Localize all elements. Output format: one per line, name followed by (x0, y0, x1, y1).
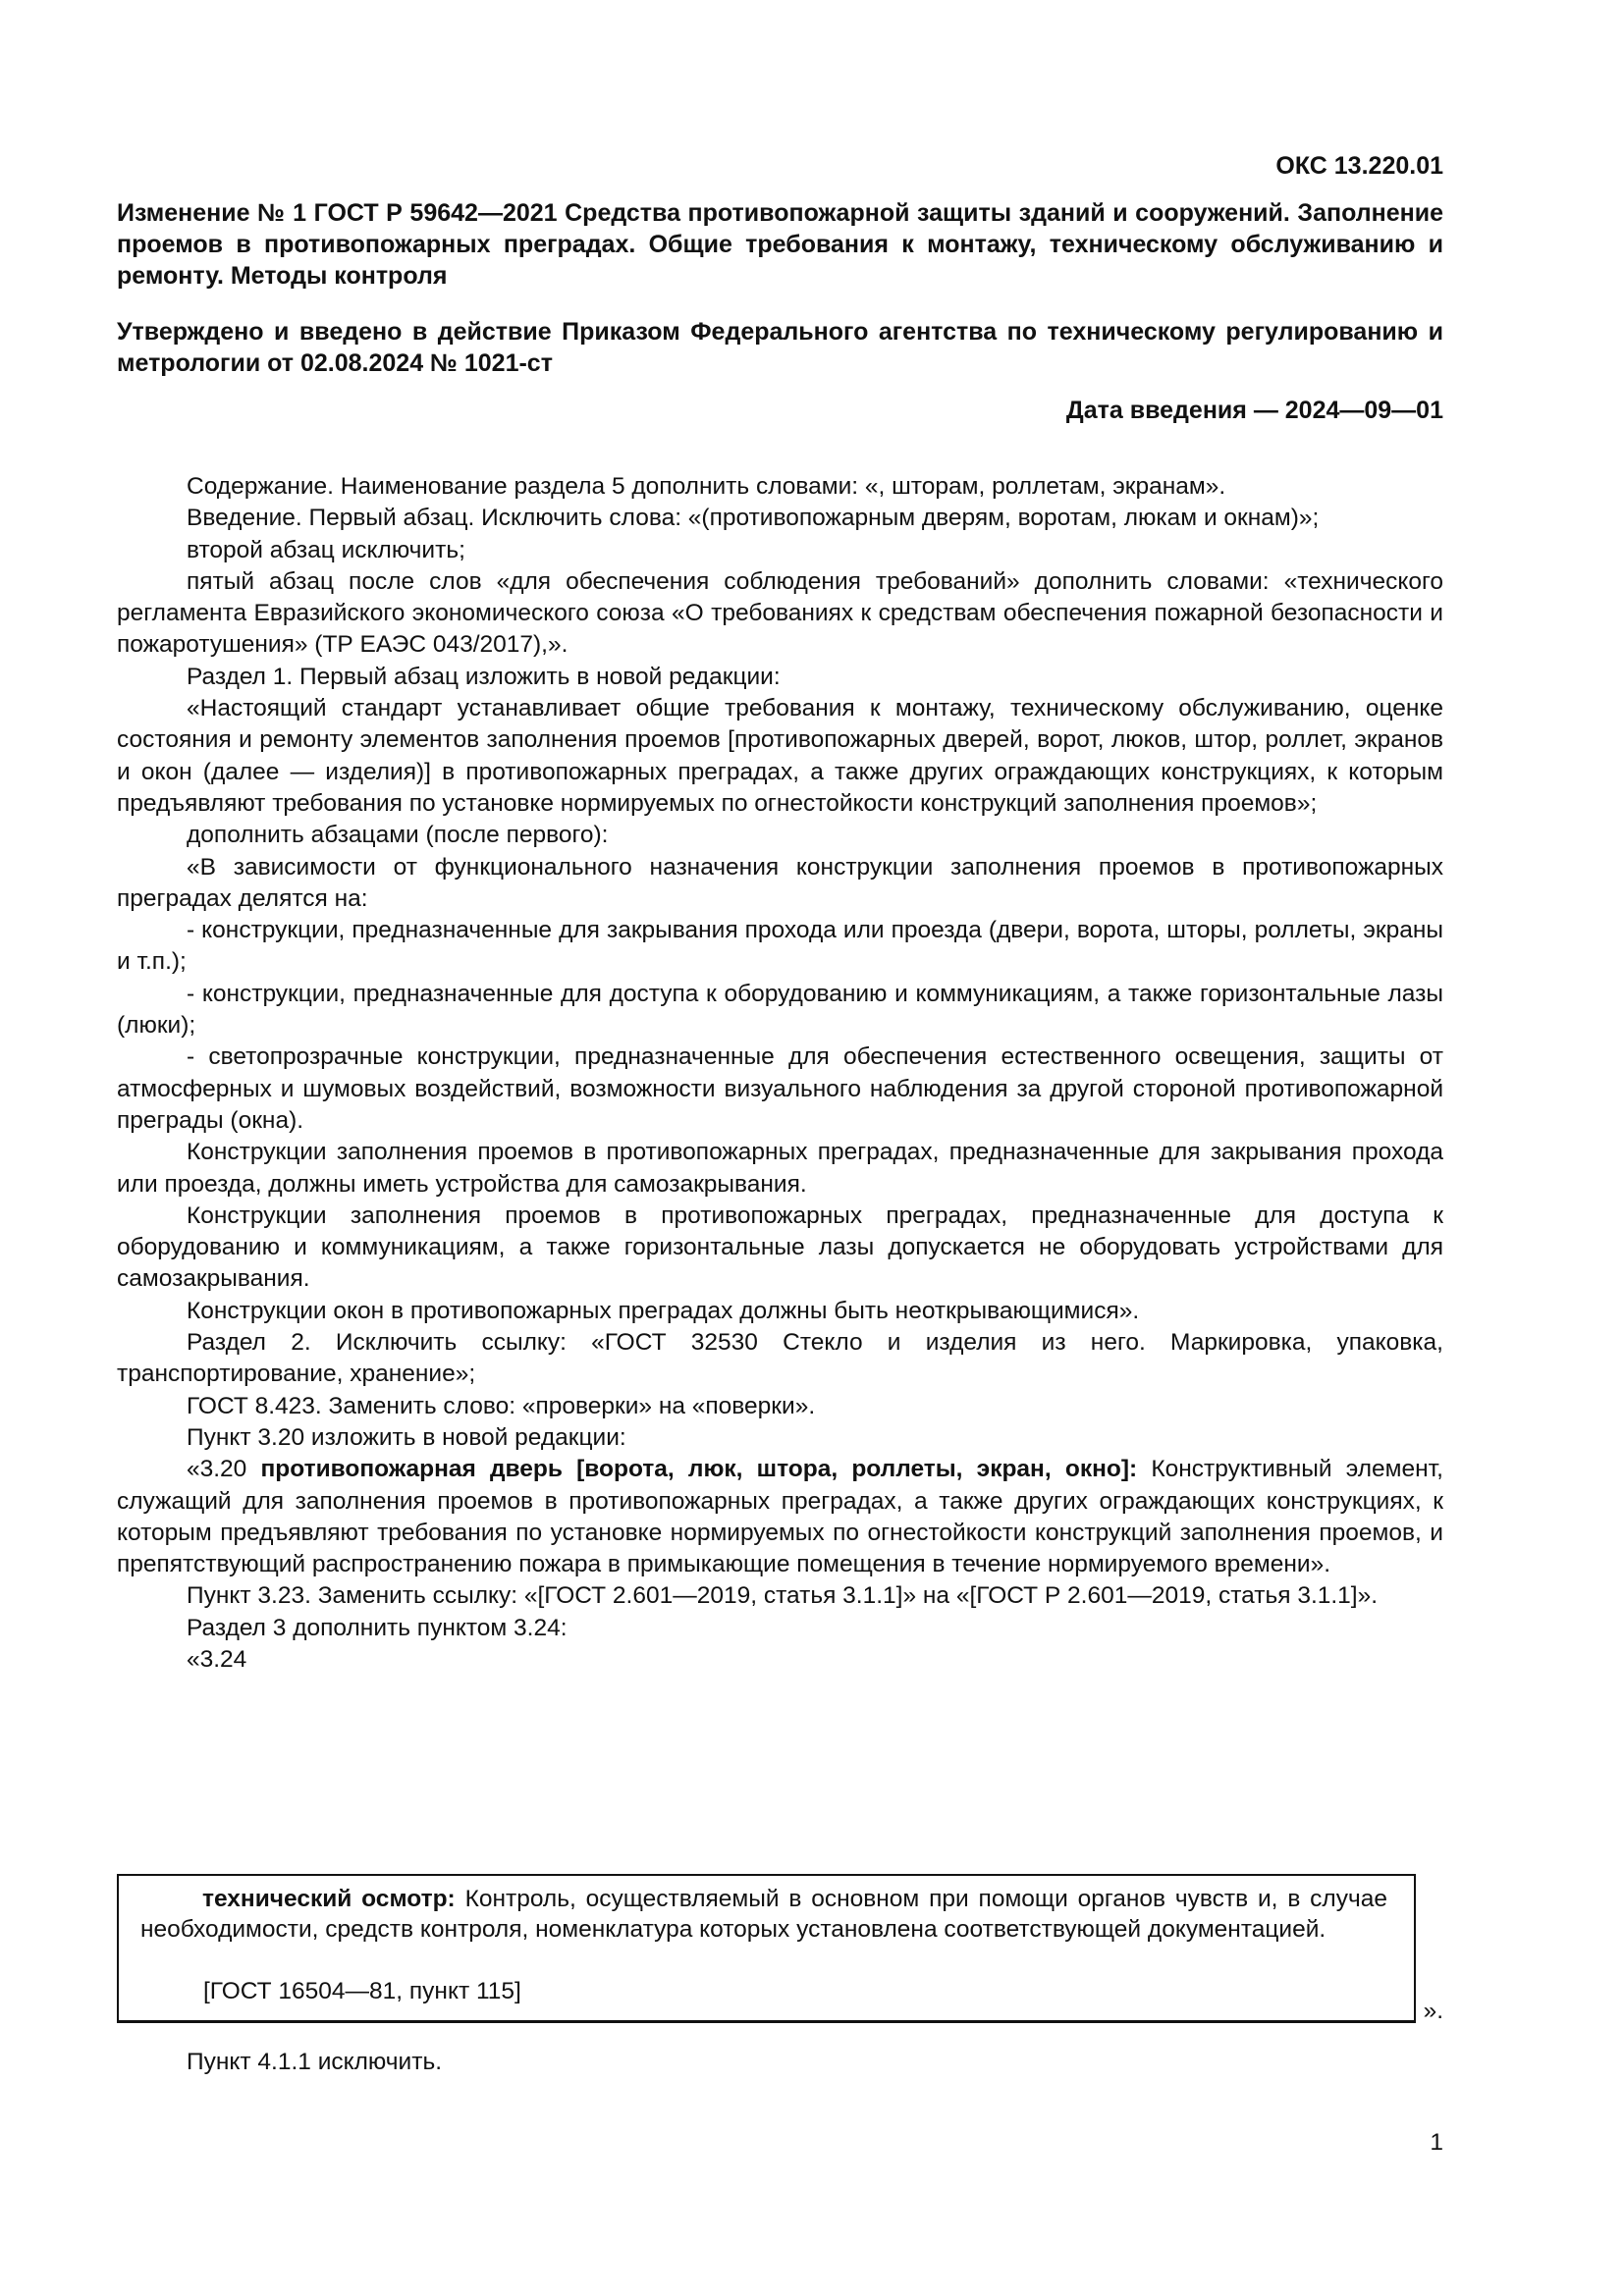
paragraph: Раздел 1. Первый абзац изложить в новой редакции: (187, 663, 781, 690)
definition-term: технический осмотр: (202, 1886, 456, 1912)
paragraph: Конструкции заполнения проемов в противопожарных преградах, предназначенные для закрывания прохода или проезда, должны иметь устройства для самозакрывания. (117, 1139, 1443, 1198)
oks-code: ОКС 13.220.01 (1275, 152, 1443, 180)
page-number: 1 (1430, 2129, 1443, 2156)
paragraph: Раздел 2. Исключить ссылку: «ГОСТ 32530 Стекло и изделия из него. Маркировка, упаковка, транспортирование, хранение»; (117, 1329, 1443, 1388)
paragraph: Конструкции заполнения проемов в противопожарных преградах, предназначенные для доступа к оборудованию и коммуникациям, а также горизонтальные лазы допускается не оборудовать устройствами для самозакрывания. (117, 1201, 1443, 1293)
paragraph: «В зависимости от функционального назначения конструкции заполнения проемов в противопожарных преградах делятся на: (117, 853, 1443, 912)
paragraph: Пункт 4.1.1 исключить. (187, 2049, 443, 2075)
paragraph: второй абзац исключить; (187, 536, 465, 563)
definition-text (140, 1884, 1387, 1945)
amendment-body (117, 471, 1443, 1676)
definition-source: [ГОСТ 16504—81, пункт 115] (203, 1978, 521, 2004)
term-definition: Конструктивный элемент, служащий для заполнения проемов в противопожарных преградах, а также других ограждающих конструкциях, к которым предъявляют требования по установке нормируемых по огнестойкости конструкций заполнения проемов, и препятствующий распространению пожара в примыкающие помещения в течение нормируемого времени». (117, 1456, 1443, 1578)
list-item: - конструкции, предназначенные для доступа к оборудованию и коммуникациям, а также горизонтальные лазы (люки); (117, 980, 1443, 1040)
paragraph: дополнить абзацами (после первого): (187, 822, 609, 849)
paragraph: пятый абзац после слов «для обеспечения соблюдения требований» дополнить словами: «технического регламента Евразийского экономического союза «О требованиях к средствам обеспечения пожарной безопасности и пожаротушения» (ТР ЕАЭС 043/2017),». (117, 567, 1443, 659)
paragraph: Пункт 3.20 изложить в новой редакции: (187, 1423, 626, 1451)
approval-statement: Утверждено и введено в действие Приказом Федерального агентства по техническому регулированию и метрологии от 02.08.2024 № 1021-ст (117, 318, 1443, 377)
paragraph: Конструкции окон в противопожарных преградах должны быть неоткрывающимися». (187, 1297, 1140, 1324)
list-item: - светопрозрачные конструкции, предназначенные для обеспечения естественного освещения, защиты от атмосферных и шумовых воздействий, возможности визуального наблюдения за другой стороной противопожарной преграды (окна). (117, 1043, 1443, 1134)
amendment-title: Изменение № 1 ГОСТ Р 59642—2021 Средства противопожарной защиты зданий и сооружений. Заполнение проемов в противопожарных преградах. Общие требования к монтажу, техническому обслуживанию и ремонту. Методы контроля (117, 199, 1443, 290)
paragraph: «3.24 (187, 1645, 247, 1673)
paragraph: Пункт 3.23. Заменить ссылку: «[ГОСТ 2.601—2019, статья 3.1.1]» на «[ГОСТ Р 2.601—2019, статья 3.1.1]». (187, 1582, 1379, 1610)
clause-number: «3.20 (187, 1456, 261, 1483)
paragraph: Содержание. Наименование раздела 5 дополнить словами: «, шторам, роллетам, экранам». (187, 473, 1226, 500)
effective-date: Дата введения — 2024—09—01 (1065, 397, 1443, 424)
paragraph (117, 1454, 1443, 1580)
paragraph: Введение. Первый абзац. Исключить слова: «(противопожарным дверям, воротам, люкам и окнам)»; (187, 505, 1320, 532)
paragraph: «Настоящий стандарт устанавливает общие требования к монтажу, техническому обслуживанию, оценке состояния и ремонту элементов заполнения проемов [противопожарных дверей, ворот, люков, штор, роллет, экранов и окон (далее — изделия)] в противопожарных преградах, а также других ограждающих конструкциях, к которым предъявляют требования по установке нормируемых по огнестойкости конструкций заполнения проемов»; (117, 695, 1443, 817)
paragraph: Раздел 3 дополнить пунктом 3.24: (187, 1614, 568, 1641)
definition-box (117, 1874, 1416, 2023)
list-item: - конструкции, предназначенные для закрывания прохода или проезда (двери, ворота, шторы, роллеты, экраны и т.п.); (117, 917, 1443, 976)
defined-term: противопожарная дверь [ворота, люк, штора, роллеты, экран, окно]: (260, 1456, 1138, 1483)
definition-body: Контроль, осуществляемый в основном при помощи органов чувств и, в случае необходимости, средств контроля, номенклатура которых установлена соответствующей документацией. (140, 1886, 1387, 1943)
definition-box-wrapper (117, 1874, 1443, 2023)
paragraph: ГОСТ 8.423. Заменить слово: «проверки» на «поверки». (187, 1392, 816, 1419)
document-page (117, 0, 1443, 2296)
closing-quote: ». (1423, 1998, 1443, 2024)
